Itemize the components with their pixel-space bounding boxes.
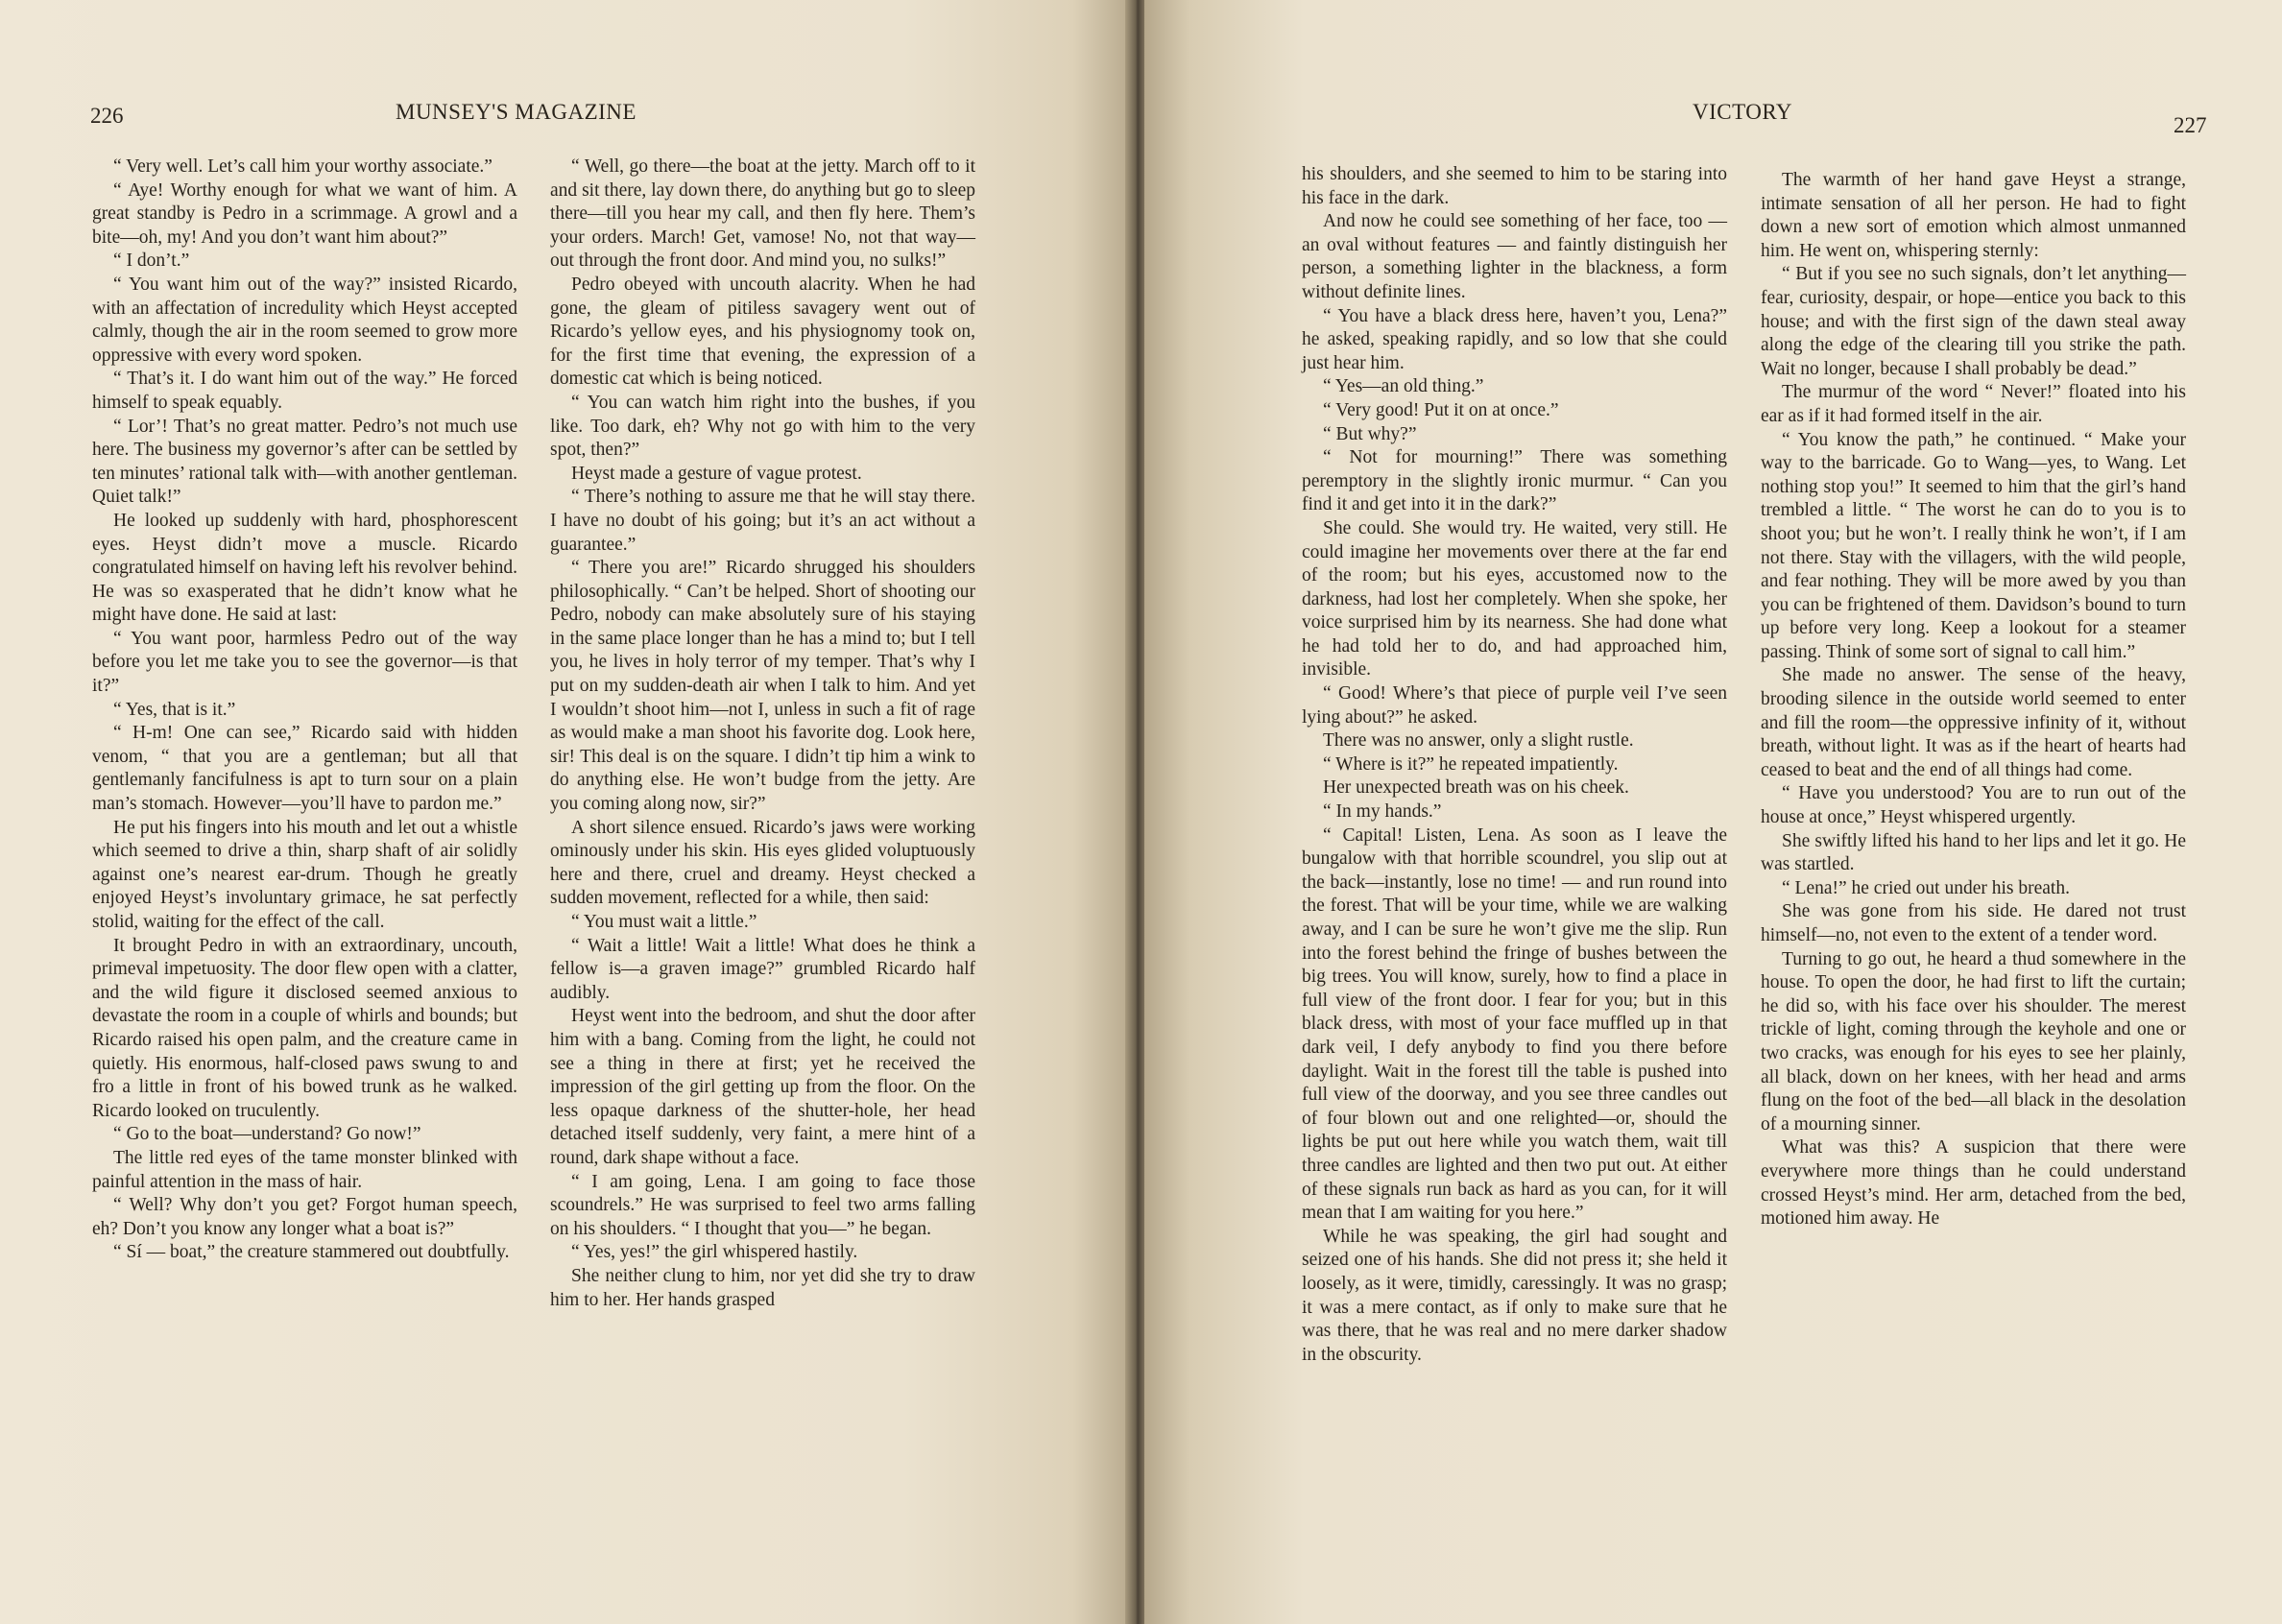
paragraph: “ There’s nothing to assure me that he will stay there. I have no doubt of his going; but it’s an act without a guarantee.”: [550, 487, 975, 555]
paragraph: He looked up suddenly with hard, phosphorescent eyes. Heyst didn’t move a muscle. Ricardo congratulated himself on having left his revolver behind. He was so exasperated that he didn’t know what he might have done. He said at last:: [92, 510, 517, 626]
paragraph: She swiftly lifted his hand to her lips and let it go. He was startled.: [1761, 830, 2186, 875]
paragraph: “ Aye! Worthy enough for what we want of him. A great standby is Pedro in a scrimmage. A growl and a bite—oh, my! And you don’t want him about?”: [92, 179, 517, 248]
paragraph: “ Yes, yes!” the girl whispered hastily.: [571, 1242, 858, 1263]
paragraph: “ Have you understood? You are to run out of the house at once,” Heyst whispered urgently.: [1761, 783, 2186, 828]
paragraph: “ Where is it?” he repeated impatiently.: [1323, 753, 1619, 775]
paragraph: “ Well, go there—the boat at the jetty. March off to it and sit there, lay down there, do anything but go to sleep there—till you hear my call, and then fly here. Them’s your orders. March! Get, vamose! No, not that way—out through the front door. And mind you, no sulks!”: [550, 156, 975, 272]
right-running-head: VICTORY: [1693, 100, 1793, 124]
right-page: [1144, 0, 2282, 1624]
paragraph: “ I am going, Lena. I am going to face those scoundrels.” He was surprised to feel two arms falling on his shoulders. “ I thought that you—” he began.: [550, 1171, 975, 1239]
paragraph: Pedro obeyed with uncouth alacrity. When he had gone, the gleam of pitiless savagery went out of Ricardo’s yellow eyes, and his physiognomy took on, for the first time that evening, the expression of a domestic cat which is being noticed.: [550, 274, 975, 390]
paragraph: “ I don’t.”: [113, 251, 190, 272]
paragraph: “ That’s it. I do want him out of the way.” He forced himself to speak equably.: [92, 369, 517, 413]
paragraph: “ But if you see no such signals, don’t let anything—fear, curiosity, despair, or hope—entice you back to this house; and with the first sign of the dawn steal away along the edge of the clearing till you strike the path. Wait no longer, because I shall probably be dead.”: [1761, 264, 2186, 379]
paragraph: She was gone from his side. He dared not trust himself—no, not even to the extent of a tender word.: [1761, 901, 2186, 945]
paragraph: Turning to go out, he heard a thud somewhere in the house. To open the door, he had first to lift the curtain; he did so, with his face over his shoulder. The merest trickle of light, coming through the keyhole and one or two cracks, was enough for his eyes to see her plainly, all black, down on her knees, with her head and arms flung on the foot of the bed—all black in the desolation of a mourning sinner.: [1761, 948, 2186, 1134]
right-column-2: [1761, 169, 2186, 1231]
paragraph: “ Lena!” he cried out under his breath.: [1782, 877, 2070, 898]
left-page: [0, 0, 1129, 1624]
paragraph: “ In my hands.”: [1323, 801, 1442, 823]
paragraph: “ Wait a little! Wait a little! What does he think a fellow is—a graven image?” grumbled Ricardo half audibly.: [550, 935, 975, 1003]
paragraph: “ H-m! One can see,” Ricardo said with hidden venom, “ that you are a gentleman; but all that gentlemanly fancifulness is apt to turn sour on a plain man’s stomach. However—you’ll have to pardon me.”: [92, 723, 517, 815]
paragraph: “ Very good! Put it on at once.”: [1323, 399, 1559, 420]
paragraph: “ Well? Why don’t you get? Forgot human speech, eh? Don’t you know any longer what a boat is?”: [92, 1195, 517, 1239]
paragraph: “ Not for mourning!” There was something peremptory in the slightly ironic murmur. “ Can you find it and get into it in the dark?”: [1302, 447, 1727, 515]
left-page-number: 226: [90, 104, 124, 128]
paragraph: “ You must wait a little.”: [571, 912, 757, 932]
paragraph: “ Good! Where’s that piece of purple veil I’ve seen lying about?” he asked.: [1302, 683, 1727, 728]
left-column-2: [550, 155, 975, 1312]
paragraph: “ Yes, that is it.”: [113, 699, 236, 720]
right-page-number: 227: [2174, 113, 2207, 137]
paragraph: She could. She would try. He waited, very still. He could imagine her movements over there at the far end of the room; but his eyes, accustomed now to the darkness, had lost her completely. When she spoke, her voice surprised him by its nearness. She had done what he had told her to do, and had approached him, invisible.: [1302, 517, 1727, 681]
paragraph: She neither clung to him, nor yet did she try to draw him to her. Her hands grasped: [550, 1265, 975, 1310]
paragraph: “ You want him out of the way?” insisted Ricardo, with an affectation of incredulity which Heyst accepted calmly, though the air in the room seemed to grow more oppressive with every word spoken.: [92, 274, 517, 366]
paragraph: “ You can watch him right into the bushes, if you like. Too dark, eh? Why not go with him to the very spot, then?”: [550, 392, 975, 461]
paragraph: She made no answer. The sense of the heavy, brooding silence in the outside world seemed to enter and fill the room—the oppressive infinity of it, without breath, without light. It was as if the heart of hearts had ceased to beat and the end of all things had come.: [1761, 665, 2186, 780]
paragraph: “ You know the path,” he continued. “ Make your way to the barricade. Go to Wang—yes, to Wang. Let nothing stop you!” It seemed to him that the girl’s hand trembled a little. “ The worst he can do to you is to shoot you; but he won’t. I really think he won’t, if I am not there. Stay with the villagers, with the wild people, and fear nothing. They will be more awed by you than you can be frightened of them. Davidson’s bound to turn up before very long. Keep a lookout for a steamer passing. Think of some sort of signal to call him.”: [1761, 429, 2186, 662]
paragraph: It brought Pedro in with an extraordinary, uncouth, primeval impetuosity. The door flew open with a clatter, and the wild figure it disclosed seemed anxious to devastate the room in a couple of whirls and bounds; but Ricardo raised his open palm, and the creature came in quietly. His enormous, half-closed paws swung to and fro a little in front of his bowed trunk as he walked. Ricardo looked on truculently.: [92, 935, 517, 1121]
paragraph: “ Lor’! That’s no great matter. Pedro’s not much use here. The business my governor’s after can be settled by ten minutes’ rational talk with—with another gentleman. Quiet talk!”: [92, 416, 517, 508]
left-column-1: [92, 155, 517, 1265]
paragraph: his shoulders, and she seemed to him to be staring into his face in the dark.: [1302, 164, 1727, 208]
paragraph: While he was speaking, the girl had sought and seized one of his hands. She did not press it; she held it loosely, as it were, timidly, caressingly. It was no grasp; it was a mere contact, as if only to make sure that he was there, that he was real and no mere darker shadow in the obscurity.: [1302, 1226, 1727, 1365]
paragraph: “ Go to the boat—understand? Go now!”: [113, 1124, 421, 1145]
paragraph: The little red eyes of the tame monster blinked with painful attention in the mass of hair.: [92, 1147, 517, 1192]
right-column-1: [1302, 163, 1727, 1367]
paragraph: “ You want poor, harmless Pedro out of the way before you let me take you to see the governor—is that it?”: [92, 628, 517, 697]
paragraph: “ Capital! Listen, Lena. As soon as I leave the bungalow with that horrible scoundrel, you slip out at the back—instantly, lose no time! — and run round into the forest. That will be your time, while we are walking away, and I can be sure he won’t give me the slip. Run into the forest behind the fringe of bushes between the big trees. You will know, surely, how to find a place in full view of the front door. I fear for you; but in this black dress, with most of your face muffled up in that dark veil, I defy anybody to find you there before daylight. Wait in the forest till the table is pushed into full view of the doorway, and you see three candles out of four blown out and one relighted—or, should the lights be put out here while you watch them, wait till three candles are lighted and then two put out. At either of these signals run back as hard as you can, for it will mean that I am waiting for you here.”: [1302, 824, 1727, 1224]
paragraph: A short silence ensued. Ricardo’s jaws were working ominously under his skin. His eyes glided voluptuously here and there, cruel and dreamy. Heyst checked a sudden movement, reflected for a while, then said:: [550, 817, 975, 909]
left-running-head: MUNSEY'S MAGAZINE: [396, 100, 637, 124]
paragraph: “ But why?”: [1323, 423, 1417, 444]
paragraph: “ There you are!” Ricardo shrugged his shoulders philosophically. “ Can’t be helped. Short of shooting our Pedro, nobody can make absolutely sure of his staying in the same place longer than he has a mind to; but I tell you, he lives in holy terror of my temper. That’s why I put on my sudden-death air when I talk to him. And yet I wouldn’t shoot him—not I, unless in such a fit of rage as would make a man shoot his favorite dog. Look here, sir! This deal is on the square. I didn’t tip him a wink to do anything else. He won’t budge from the jetty. Are you coming along now, sir?”: [550, 558, 975, 815]
paragraph: “ Sí — boat,” the creature stammered out doubtfully.: [113, 1242, 510, 1263]
paragraph: The murmur of the word “ Never!” floated into his ear as if it had formed itself in the air.: [1761, 382, 2186, 426]
paragraph: He put his fingers into his mouth and let out a whistle which seemed to drive a thin, sharp shaft of air solidly against one’s nearest ear-drum. Though he greatly enjoyed Heyst’s involuntary grimace, he sat perfectly stolid, waiting for the effect of the call.: [92, 817, 517, 932]
paragraph: The warmth of her hand gave Heyst a strange, intimate sensation of all her person. He had to fight down a new sort of emotion which almost unmanned him. He went on, whispering sternly:: [1761, 170, 2186, 261]
paragraph: Heyst made a gesture of vague protest.: [571, 463, 862, 484]
paragraph: “ Yes—an old thing.”: [1323, 376, 1484, 397]
paragraph: What was this? A suspicion that there were everywhere more things than he could understand crossed Heyst’s mind. Her arm, detached from the bed, motioned him away. He: [1761, 1137, 2186, 1230]
paragraph: Heyst went into the bedroom, and shut the door after him with a bang. Coming from the light, he could not see a thing in there at first; yet he received the impression of the girl getting up from the floor. On the less opaque darkness of the shutter-hole, her head detached itself suddenly, very faint, a mere hint of a round, dark shape without a face.: [550, 1006, 975, 1168]
paragraph: “ You have a black dress here, haven’t you, Lena?” he asked, speaking rapidly, and so low that she could just hear him.: [1302, 305, 1727, 373]
paragraph: There was no answer, only a slight rustle.: [1323, 730, 1634, 752]
paragraph: “ Very well. Let’s call him your worthy associate.”: [113, 156, 492, 177]
paragraph: And now he could see something of her face, too — an oval without features — and faintly distinguish her person, a something lighter in the blackness, a form without definite lines.: [1302, 211, 1727, 302]
paragraph: Her unexpected breath was on his cheek.: [1323, 777, 1629, 799]
